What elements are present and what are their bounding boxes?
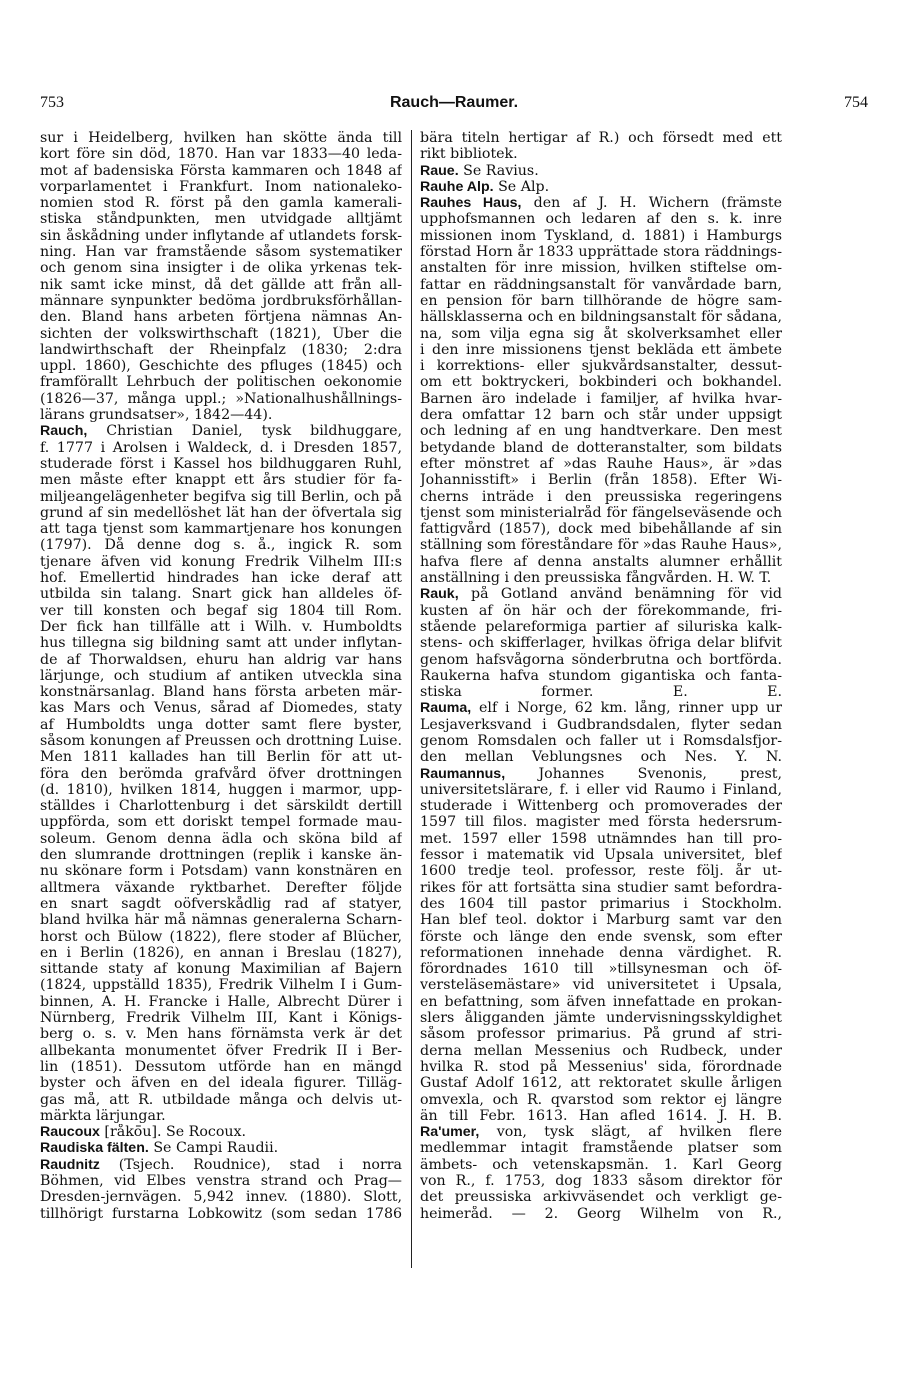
text-line xyxy=(420,1043,782,1059)
text-line xyxy=(40,228,402,244)
text-line xyxy=(420,961,782,977)
entry-headword: Raudiska fälten. xyxy=(40,1140,149,1157)
text-line xyxy=(40,554,402,570)
line-text: (d. 1810), hvilken 1814, huggen i marmor, upp- xyxy=(40,781,402,798)
entry-headword: Rauhe Alp. xyxy=(420,178,494,195)
line-text: versteläsemästare» vid universitetet i Upsala, xyxy=(420,977,782,994)
line-text: Se Campi Raudii. xyxy=(148,1140,279,1157)
text-line xyxy=(40,537,402,553)
text-line xyxy=(420,1010,782,1026)
text-line xyxy=(420,847,782,863)
line-text: berg o. s. v. Men hans förnämsta verk är det xyxy=(40,1026,402,1043)
text-line xyxy=(40,1010,402,1026)
text-line xyxy=(40,309,402,325)
line-text: rikt bibliotek. xyxy=(420,146,518,163)
entry-headword: Rauma, xyxy=(420,700,472,717)
line-text: sur i Heidelberg, hvilken han skötte ända till xyxy=(40,130,402,146)
entry-headword: Raucoux xyxy=(40,1124,100,1141)
text-line xyxy=(40,1124,402,1140)
line-text: 1597 till filos. magister med första hedersrum- xyxy=(420,814,782,831)
line-text: uppförda, som ett doriskt tempel formade mau- xyxy=(40,814,402,831)
text-line xyxy=(420,228,782,244)
line-text: efter mönstret af »das Rauhe Haus», är »das xyxy=(420,455,782,472)
text-line xyxy=(420,700,782,716)
text-line xyxy=(40,782,402,798)
line-text: den af J. H. Wichern (främste xyxy=(521,195,782,212)
line-text: kusten af ön här och der förekommande, fri- xyxy=(420,602,782,619)
line-text: derna mellan Messenius och Rudbeck, under xyxy=(420,1042,782,1059)
line-text: (1826—37, många uppl.; »Nationalhushållnings- xyxy=(40,390,402,407)
line-text: stiska ståndpunkten, men utvidgade alltjämt xyxy=(40,211,402,228)
text-line xyxy=(40,374,402,390)
line-text: hof. Emellertid hindrades han icke deraf att xyxy=(40,570,402,587)
text-line xyxy=(40,586,402,602)
text-line xyxy=(420,994,782,1010)
text-line xyxy=(420,717,782,733)
line-text: von R., f. 1753, dog 1833 såsom direktor för xyxy=(420,1173,782,1189)
line-text: Johannes Svenonis, prest, xyxy=(505,765,782,782)
text-line xyxy=(40,1043,402,1059)
text-line xyxy=(40,880,402,896)
text-line xyxy=(420,945,782,961)
text-line xyxy=(40,163,402,179)
line-text: studerade i Wittenberg och promoverades der xyxy=(420,798,782,815)
line-text: bära titeln hertigar af R.) och försedt med ett xyxy=(420,130,782,146)
line-text: stående pelareformiga partier af siluriska kalk- xyxy=(420,618,782,635)
text-line xyxy=(420,163,782,179)
text-line xyxy=(40,733,402,749)
text-line xyxy=(420,358,782,374)
entry-headword: Raumannus, xyxy=(420,765,506,782)
line-text: soleum. Genom denna ädla och sköna bild af xyxy=(40,830,402,847)
line-text: ämbets- och vetenskapsmän. 1. Karl Georg xyxy=(420,1156,782,1173)
line-text: i den inre missionens tjenst bekläda ett ämbete xyxy=(420,341,782,358)
line-text: reformationen innehade denna värdighet. R. xyxy=(420,944,782,961)
text-line xyxy=(420,603,782,619)
line-text: des 1604 till pastor primarius i Stockholm. xyxy=(420,895,782,912)
text-line xyxy=(420,1140,782,1156)
line-text: hafva flere af denna anstalts alumner erhållit xyxy=(420,553,782,570)
text-line xyxy=(420,309,782,325)
text-line xyxy=(420,521,782,537)
line-text: kort före sin död, 1870. Han var 1833—40 leda- xyxy=(40,146,402,163)
line-text: vorparlamentet i Frankfurt. Inom nationaleko- xyxy=(40,178,402,195)
line-text: hus tillegna sig bildning samt att under inflytan- xyxy=(40,635,402,652)
text-line xyxy=(420,586,782,602)
text-line xyxy=(420,423,782,439)
text-line xyxy=(40,863,402,879)
text-line xyxy=(420,1157,782,1173)
line-text: sin åskådning under inflytande af utlandets forsk- xyxy=(40,227,402,244)
line-text: männare synpunkter bedöma jordbruksförhållan- xyxy=(40,292,402,309)
text-line xyxy=(40,798,402,814)
line-text: Se Ravius. xyxy=(458,162,539,179)
line-text: Gustaf Adolf 1612, att rektoratet skulle årligen xyxy=(420,1075,782,1092)
text-line xyxy=(420,277,782,293)
column-divider xyxy=(411,130,412,1268)
line-text: studerade först i Kassel hos bildhuggaren Ruhl, xyxy=(40,455,402,472)
line-text: upphofsmannen och ledaren af den s. k. inre xyxy=(420,211,782,228)
text-line xyxy=(40,407,402,423)
line-text: nomien stod R. först på den gamla kamerali- xyxy=(40,195,402,212)
line-text: nik samt icke minst, då det gällde att från all- xyxy=(40,276,402,293)
line-text: hvilka R. stod på Messenius' sida, förordnade xyxy=(420,1058,782,1075)
line-text: tillhörigt furstarna Lobkowitz (som sedan 1786 xyxy=(40,1205,402,1222)
text-line xyxy=(40,766,402,782)
line-text: i korrektions- eller sjukvårdsanstalter, dessut- xyxy=(420,358,782,375)
line-text: Nürnberg, Fredrik Vilhelm III, Kant i Königs- xyxy=(40,1010,402,1027)
text-line xyxy=(40,130,402,146)
entry-headword: Raudnitz xyxy=(40,1156,100,1173)
line-text: fattar en räddningsanstalt för vanvårdade barn, xyxy=(420,276,782,293)
page-header xyxy=(40,94,868,116)
line-text: slers åligganden jämte undervisningsskyldighet xyxy=(420,1010,782,1027)
text-line xyxy=(40,1026,402,1042)
line-text: ställning som föreståndare för »das Rauhe Haus», xyxy=(420,537,782,554)
text-line xyxy=(420,505,782,521)
text-line xyxy=(420,929,782,945)
text-line xyxy=(40,1140,402,1156)
text-line xyxy=(420,260,782,276)
text-line xyxy=(420,130,782,146)
line-text: Barnen äro indelade i familjer, af hvilka hvar- xyxy=(420,390,782,407)
line-text: nu skönare form i Potsdam) vann konstnären en xyxy=(40,863,402,880)
text-line xyxy=(40,260,402,276)
text-line xyxy=(420,1026,782,1042)
text-line xyxy=(40,211,402,227)
line-text: Raukerna hafva stundom gigantiska och fanta- xyxy=(420,667,782,684)
line-text: Han blef teol. doktor i Marburg samt var den xyxy=(420,912,782,929)
line-text: den mellan Veblungsnes och Nes. Y. N. xyxy=(420,749,782,766)
text-line xyxy=(420,489,782,505)
text-line xyxy=(40,668,402,684)
text-line xyxy=(420,1173,782,1189)
page-number-right: 754 xyxy=(844,94,868,111)
text-line xyxy=(420,814,782,830)
text-line xyxy=(40,146,402,162)
text-line xyxy=(40,440,402,456)
line-text: rikes för att fortsätta sina studier samt befordra- xyxy=(420,879,782,896)
entry-headword: Raue. xyxy=(420,162,459,179)
line-text: en befattning, som äfven innefattade en prokan- xyxy=(420,993,782,1010)
text-line xyxy=(40,929,402,945)
text-line xyxy=(40,472,402,488)
line-text: en snart sagdt oöfverskådlig rad af statyer, xyxy=(40,895,402,912)
line-text: universitetslärare, f. i eller vid Raumo i Finland, xyxy=(420,781,782,798)
text-line xyxy=(40,652,402,668)
text-line xyxy=(40,831,402,847)
line-text: såsom konungen af Preussen och drottning Luise. xyxy=(40,732,402,749)
text-line xyxy=(40,961,402,977)
line-text: Christian Daniel, tysk bildhuggare, xyxy=(87,423,402,440)
line-text: det preussiska arkivväsendet och verkligt ge- xyxy=(420,1189,782,1206)
text-line xyxy=(40,635,402,651)
line-text: lin (1851). Dessutom utförde han en mängd xyxy=(40,1058,402,1075)
line-text: lärans grundsatser», 1842—44). xyxy=(40,407,273,424)
text-line xyxy=(420,554,782,570)
text-line xyxy=(40,700,402,716)
text-line xyxy=(40,1059,402,1075)
line-text: [råkō̄u]. Se Rocoux. xyxy=(99,1124,247,1141)
line-text: von, tysk slägt, af hvilken flere xyxy=(479,1124,782,1141)
text-line xyxy=(420,1206,782,1222)
text-line xyxy=(420,440,782,456)
line-text: na, som vilja egna sig åt skolverksamhet eller xyxy=(420,325,782,342)
text-line xyxy=(40,342,402,358)
line-text: f. 1777 i Arolsen i Waldeck, d. i Dresden 1857, xyxy=(40,439,402,456)
text-line xyxy=(40,489,402,505)
text-line xyxy=(40,1189,402,1205)
text-line xyxy=(40,195,402,211)
text-line xyxy=(420,684,782,700)
text-line xyxy=(40,570,402,586)
text-line xyxy=(40,179,402,195)
line-text: en pension för barn tillhörande de högre sam- xyxy=(420,292,782,309)
text-line xyxy=(40,391,402,407)
line-text: gas må, att R. utbildade många och delvis ut- xyxy=(40,1091,402,1108)
text-line xyxy=(420,766,782,782)
line-text: Johannisstift» i Berlin (från 1858). Efter Wi- xyxy=(420,472,782,489)
text-line xyxy=(40,912,402,928)
entry-headword: Rauch, xyxy=(40,423,88,440)
text-line xyxy=(420,293,782,309)
line-text: sichten der volkswirthschaft (1821), Über die xyxy=(40,325,402,342)
text-line xyxy=(420,326,782,342)
text-line xyxy=(420,1075,782,1091)
text-line xyxy=(40,326,402,342)
text-line xyxy=(420,570,782,586)
text-line xyxy=(40,1108,402,1124)
line-text: landwirthschaft der Rheinpfalz (1830; 2:dra xyxy=(40,341,402,358)
text-line xyxy=(40,717,402,733)
line-text: förstad Horn år 1833 upprättade stora räddnings- xyxy=(420,244,782,261)
line-text: heimeråd. — 2. Georg Wilhelm von R., xyxy=(420,1205,782,1222)
text-line xyxy=(420,831,782,847)
text-line xyxy=(420,733,782,749)
text-line xyxy=(420,391,782,407)
text-line xyxy=(40,994,402,1010)
line-text: ställdes i Charlottenburg i det särskildt dertill xyxy=(40,798,402,815)
line-text: den slumrande drottningen (replik i kanske än- xyxy=(40,847,402,864)
text-line xyxy=(40,423,402,439)
text-line xyxy=(40,945,402,961)
line-text: den. Bland hans arbeten förtjena nämnas An- xyxy=(40,309,402,326)
text-line xyxy=(40,619,402,635)
text-line xyxy=(420,211,782,227)
entry-headword: Ra'umer, xyxy=(420,1124,480,1141)
line-text: horst och Bülow (1822), flere stoder af Blücher, xyxy=(40,928,402,945)
line-text: miljeangelägenheter begifva sig till Berlin, och på xyxy=(40,488,402,505)
line-text: genom hafsvågorna sönderbrutna och bortförda. xyxy=(420,651,782,668)
line-text: ver till konsten och begaf sig 1804 till Rom. xyxy=(40,602,402,619)
line-text: ning. Han var framstående såsom systematiker xyxy=(40,244,402,261)
line-text: genom Romsdalen och faller ut i Romsdalsfjor- xyxy=(420,732,782,749)
text-line xyxy=(420,537,782,553)
line-text: stiska former. E. E. xyxy=(420,684,782,701)
line-text: såsom professor primarius. På grund af stri- xyxy=(420,1026,782,1043)
line-text: betydande bland de dotteranstalter, som bildats xyxy=(420,439,782,456)
text-line xyxy=(40,505,402,521)
line-text: (1797). Då denne dog s. å., ingick R. som xyxy=(40,537,402,554)
text-line xyxy=(420,146,782,162)
text-line xyxy=(40,1075,402,1091)
text-line xyxy=(40,358,402,374)
text-line xyxy=(420,456,782,472)
text-line xyxy=(420,1124,782,1140)
line-text: sittande staty af konung Maximilian af Bajern xyxy=(40,961,402,978)
text-line xyxy=(40,896,402,912)
text-line xyxy=(420,1108,782,1124)
text-line xyxy=(40,977,402,993)
text-line xyxy=(40,1157,402,1173)
text-line xyxy=(420,863,782,879)
line-text: (Tsjech. Roudnice), stad i norra xyxy=(99,1156,402,1173)
text-line xyxy=(40,1173,402,1189)
text-line xyxy=(420,179,782,195)
line-text: binnen, A. H. Francke i Halle, Albrecht Dürer i xyxy=(40,993,402,1010)
line-text: och ledning af en ung handtverkare. Den mest xyxy=(420,423,782,440)
line-text: omvexla, och R. qvarstod som rektor ej längre xyxy=(420,1091,782,1108)
line-text: tjenare äfven vid konung Fredrik Vilhelm III:s xyxy=(40,553,402,570)
line-text: utbilda sin talang. Snart gick han alldeles öf- xyxy=(40,586,402,603)
text-line xyxy=(420,342,782,358)
text-line xyxy=(40,1092,402,1108)
line-text: lärjunge, och studium af antiken utveckla sina xyxy=(40,667,402,684)
line-text: att taga tjenst som kammartjenare hos konungen xyxy=(40,521,402,538)
text-line xyxy=(420,407,782,423)
text-line xyxy=(40,847,402,863)
text-line xyxy=(420,977,782,993)
line-text: hällsklasserna och en bildningsanstalt för sådana, xyxy=(420,309,782,326)
line-text: Lesjaverksvand i Gudbrandsdalen, flyter sedan xyxy=(420,716,782,733)
line-text: förordnades 1610 till »tillsynesman och öf- xyxy=(420,961,782,978)
line-text: medlemmar intagit framstående platser som xyxy=(420,1140,782,1157)
entry-headword: Rauk, xyxy=(420,586,459,603)
text-line xyxy=(420,880,782,896)
text-line xyxy=(40,277,402,293)
text-line xyxy=(420,1189,782,1205)
text-line xyxy=(420,635,782,651)
line-text: anställning i den preussiska fångvården. H. W. T. xyxy=(420,570,772,587)
text-line xyxy=(420,374,782,390)
text-line xyxy=(40,603,402,619)
line-text: bland hvilka här må nämnas generalerna Scharn- xyxy=(40,912,402,929)
running-title: Rauch—Raumer. xyxy=(389,94,519,111)
line-text: Dresden-jernvägen. 5,942 innev. (1880). Slott, xyxy=(40,1189,402,1206)
line-text: om ett boktryckeri, bokbinderi och bokhandel. xyxy=(420,374,782,391)
text-line xyxy=(420,912,782,928)
line-text: anstalten för inre mission, hvilken stiftelse om- xyxy=(420,260,782,277)
text-line xyxy=(40,814,402,830)
text-line xyxy=(40,456,402,472)
text-line xyxy=(420,619,782,635)
text-line xyxy=(40,684,402,700)
line-text: konstnärsanlag. Bland hans första arbeten mär- xyxy=(40,684,402,701)
line-text: Der fick han tillfälle att i Wilh. v. Humboldts xyxy=(40,618,402,635)
text-line xyxy=(40,244,402,260)
line-text: cherns inträde i den preussiska regeringens xyxy=(420,488,782,505)
line-text: alltmera växande ryktbarhet. Derefter följde xyxy=(40,879,402,896)
line-text: och genom sina insigter i de olika yrkenas tek- xyxy=(40,260,402,277)
line-text: uppl. 1860), Geschichte des pfluges (1845) och xyxy=(40,358,402,375)
text-line xyxy=(420,195,782,211)
line-text: föra den berömda grafvård öfver drottningen xyxy=(40,765,402,782)
line-text: dera omfattar 12 barn och står under uppsigt xyxy=(420,407,782,424)
line-text: än till Febr. 1613. Han afled 1614. J. H. B. xyxy=(420,1107,782,1124)
line-text: de af Thorwaldsen, ehuru han aldrig var hans xyxy=(40,651,402,668)
line-text: på Gotland använd benämning för vid xyxy=(458,586,782,603)
text-line xyxy=(420,668,782,684)
text-line xyxy=(420,798,782,814)
line-text: (1824, uppställd 1835), Fredrik Vilhelm I i Gum- xyxy=(40,977,402,994)
entry-headword: Rauhes Haus, xyxy=(420,195,522,212)
text-line xyxy=(420,1059,782,1075)
line-text: 1600 tredje teol. professor, reste följ. år ut- xyxy=(420,863,782,880)
line-text: Böhmen, vid Elbes venstra strand och Prag— xyxy=(40,1173,402,1189)
line-text: kas Mars och Venus, sårad af Diomedes, staty xyxy=(40,700,402,717)
line-text: Se Alp. xyxy=(493,178,550,195)
text-line xyxy=(420,472,782,488)
left-column xyxy=(40,130,402,1222)
right-column xyxy=(420,130,782,1222)
line-text: Men 1811 kallades han till Berlin för att ut- xyxy=(40,749,402,766)
line-text: stens- och skifferlager, hvilkas öfriga delar blifvit xyxy=(420,635,782,652)
text-line xyxy=(420,749,782,765)
line-text: framförallt Lehrbuch der politischen oekonomie xyxy=(40,374,402,391)
text-line xyxy=(420,1092,782,1108)
text-line xyxy=(420,782,782,798)
text-line xyxy=(40,1206,402,1222)
text-line xyxy=(40,521,402,537)
line-text: märkta lärjungar. xyxy=(40,1107,166,1124)
text-line xyxy=(420,652,782,668)
line-text: af Humboldts unga dotter samt flere byster, xyxy=(40,716,402,733)
text-line xyxy=(420,896,782,912)
line-text: förste och länge den ende svensk, som efter xyxy=(420,928,782,945)
line-text: fessor i matematik vid Upsala universitet, blef xyxy=(420,847,782,864)
line-text: en i Berlin (1826), en annan i Breslau (1827), xyxy=(40,944,402,961)
page-number-left: 753 xyxy=(40,94,64,111)
text-line xyxy=(40,293,402,309)
line-text: met. 1597 eller 1598 utnämndes han till pro- xyxy=(420,830,782,847)
line-text: grund af sin medellöshet lät han der öfvertala sig xyxy=(40,504,402,521)
line-text: allbekanta monumentet öfver Fredrik II i Ber- xyxy=(40,1042,402,1059)
line-text: mot af badensiska Första kammaren och 1848 af xyxy=(40,162,402,179)
line-text: byster och äfven en del ideala figurer. Tilläg- xyxy=(40,1075,402,1092)
line-text: tjenst som ministerialråd för fängelseväsende och xyxy=(420,504,782,521)
line-text: elf i Norge, 62 km. lång, rinner upp ur xyxy=(471,700,782,717)
text-line xyxy=(40,749,402,765)
line-text: men måste efter knappt ett års studier för fa- xyxy=(40,472,402,489)
line-text: fattigvård (1857), dock med bibehållande af sin xyxy=(420,521,782,538)
line-text: missionen inom Tyskland, d. 1881) i Hamburgs xyxy=(420,227,782,244)
text-line xyxy=(420,244,782,260)
